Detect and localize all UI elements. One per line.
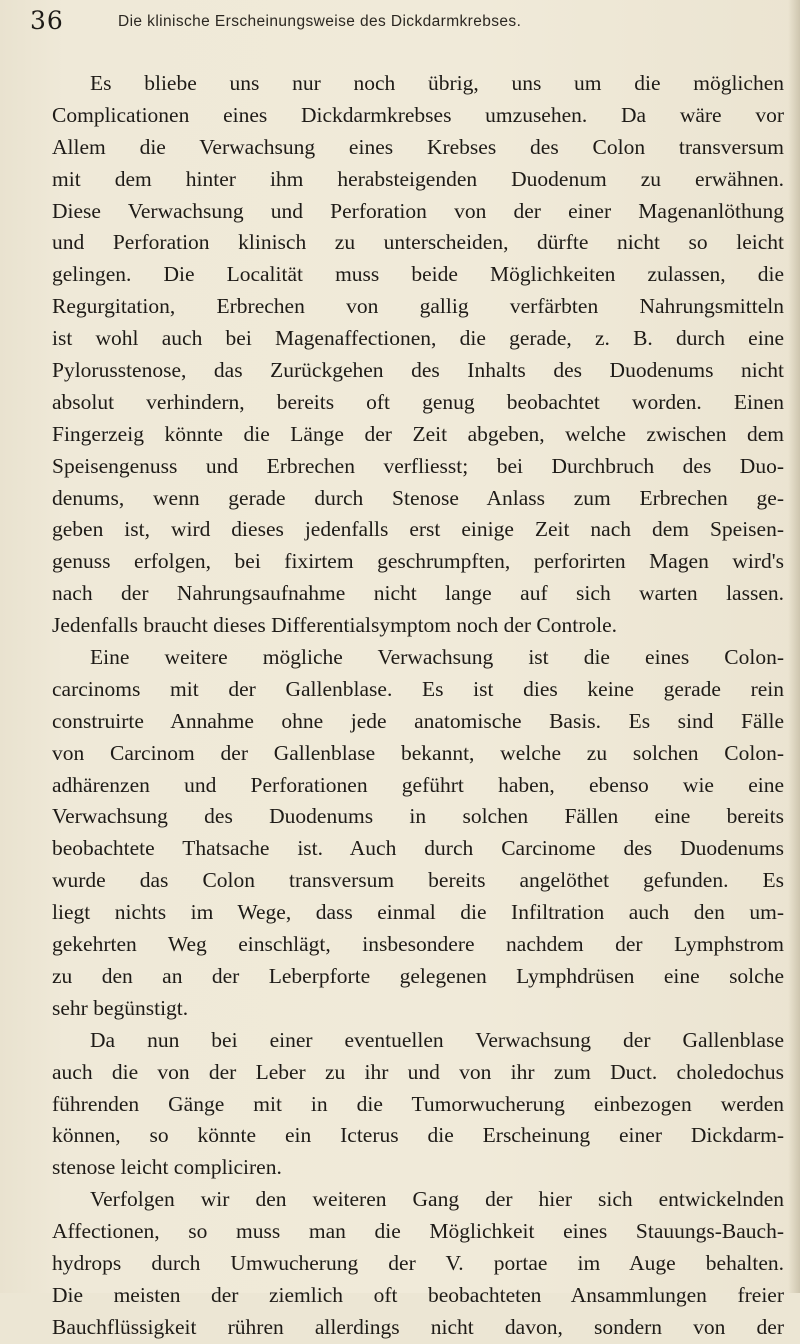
paragraph <box>52 1184 784 1343</box>
text-line: absolut verhindern, bereits oft genug beobachtet worden. Einen <box>52 389 784 414</box>
text-line: mit dem hinter ihm herabsteigenden Duodenum zu erwähnen. <box>52 166 784 191</box>
text-line: gekehrten Weg einschlägt, insbesondere nachdem der Lymphstrom <box>52 932 784 957</box>
text-line: können, so könnte ein Icterus die Erscheinung einer Dickdarm- <box>52 1123 784 1148</box>
paragraph <box>52 1025 784 1184</box>
text-line: denums, wenn gerade durch Stenose Anlass zum Erbrechen ge- <box>52 485 784 510</box>
text-line: geben ist, wird dieses jedenfalls erst einige Zeit nach dem Speisen- <box>52 517 784 542</box>
text-line: Verfolgen wir den weiteren Gang der hier sich entwickelnden <box>90 1187 784 1212</box>
text-line: Es bliebe uns nur noch übrig, uns um die möglichen <box>90 71 784 95</box>
text-line: gelingen. Die Localität muss beide Möglichkeiten zulassen, die <box>52 262 784 287</box>
text-line: wurde das Colon transversum bereits angelöthet gefunden. Es <box>52 868 784 893</box>
page-header <box>30 6 770 38</box>
text-line: nach der Nahrungsaufnahme nicht lange auf sich warten lassen. <box>52 581 784 606</box>
text-line: stenose leicht compliciren. <box>52 1155 282 1180</box>
text-line: Pylorusstenose, das Zurückgehen des Inhalts des Duodenums nicht <box>52 358 784 383</box>
text-line: Affectionen, so muss man die Möglichkeit eines Stauungs-Bauch- <box>52 1219 784 1244</box>
text-line: Regurgitation, Erbrechen von gallig verfärbten Nahrungsmitteln <box>52 294 784 319</box>
text-line: sehr begünstigt. <box>52 995 189 1020</box>
text-line: beobachtete Thatsache ist. Auch durch Carcinome des Duodenums <box>52 836 784 861</box>
text-line: ist wohl auch bei Magenaffectionen, die gerade, z. B. durch eine <box>52 326 784 351</box>
text-line: Diese Verwachsung und Perforation von der einer Magenanlöthung <box>52 198 784 223</box>
page-edge-shadow <box>788 0 800 1293</box>
text-line: Fingerzeig könnte die Länge der Zeit abgeben, welche zwischen dem <box>52 421 784 446</box>
text-line: Bauchflüssigkeit rühren allerdings nicht davon, sondern von der <box>52 1314 784 1339</box>
paragraph <box>52 642 784 1025</box>
text-line: liegt nichts im Wege, dass einmal die Infiltration auch den um- <box>52 900 784 925</box>
paragraph <box>52 68 784 642</box>
text-line: Jedenfalls braucht dieses Differentialsymptom noch der Controle. <box>52 613 618 638</box>
text-line: führenden Gänge mit in die Tumorwucherung einbezogen werden <box>52 1091 784 1116</box>
text-line: adhärenzen und Perforationen geführt haben, ebenso wie eine <box>52 772 784 797</box>
text-line: Da nun bei einer eventuellen Verwachsung der Gallenblase <box>90 1027 784 1052</box>
text-line: genuss erfolgen, bei fixirtem geschrumpften, perforirten Magen wird's <box>52 549 784 574</box>
text-line: Verwachsung des Duodenums in solchen Fällen eine bereits <box>52 804 784 829</box>
text-line: carcinoms mit der Gallenblase. Es ist dies keine gerade rein <box>52 676 784 701</box>
text-line: Complicationen eines Dickdarmkrebses umzusehen. Da wäre vor <box>52 102 784 127</box>
text-line: Allem die Verwachsung eines Krebses des Colon transversum <box>52 134 784 159</box>
text-line: Die meisten der ziemlich oft beobachteten Ansammlungen freier <box>52 1282 784 1307</box>
running-head: Die klinische Erscheinungsweise des Dickdarmkrebses. <box>118 13 522 30</box>
text-line: Speisengenuss und Erbrechen verfliesst; bei Durchbruch des Duo- <box>52 453 784 478</box>
text-line: Eine weitere mögliche Verwachsung ist die eines Colon- <box>90 645 784 670</box>
text-line: hydrops durch Umwucherung der V. portae im Auge behalten. <box>52 1250 784 1275</box>
body-text <box>52 68 784 1344</box>
text-line: auch die von der Leber zu ihr und von ihr zum Duct. choledochus <box>52 1059 784 1084</box>
text-line: und Perforation klinisch zu unterscheiden, dürfte nicht so leicht <box>52 230 784 255</box>
text-line: construirte Annahme ohne jede anatomische Basis. Es sind Fälle <box>52 708 784 733</box>
text-line: von Carcinom der Gallenblase bekannt, welche zu solchen Colon- <box>52 740 784 765</box>
page-number: 36 <box>30 6 64 35</box>
text-line: zu den an der Leberpforte gelegenen Lymphdrüsen eine solche <box>52 963 784 988</box>
